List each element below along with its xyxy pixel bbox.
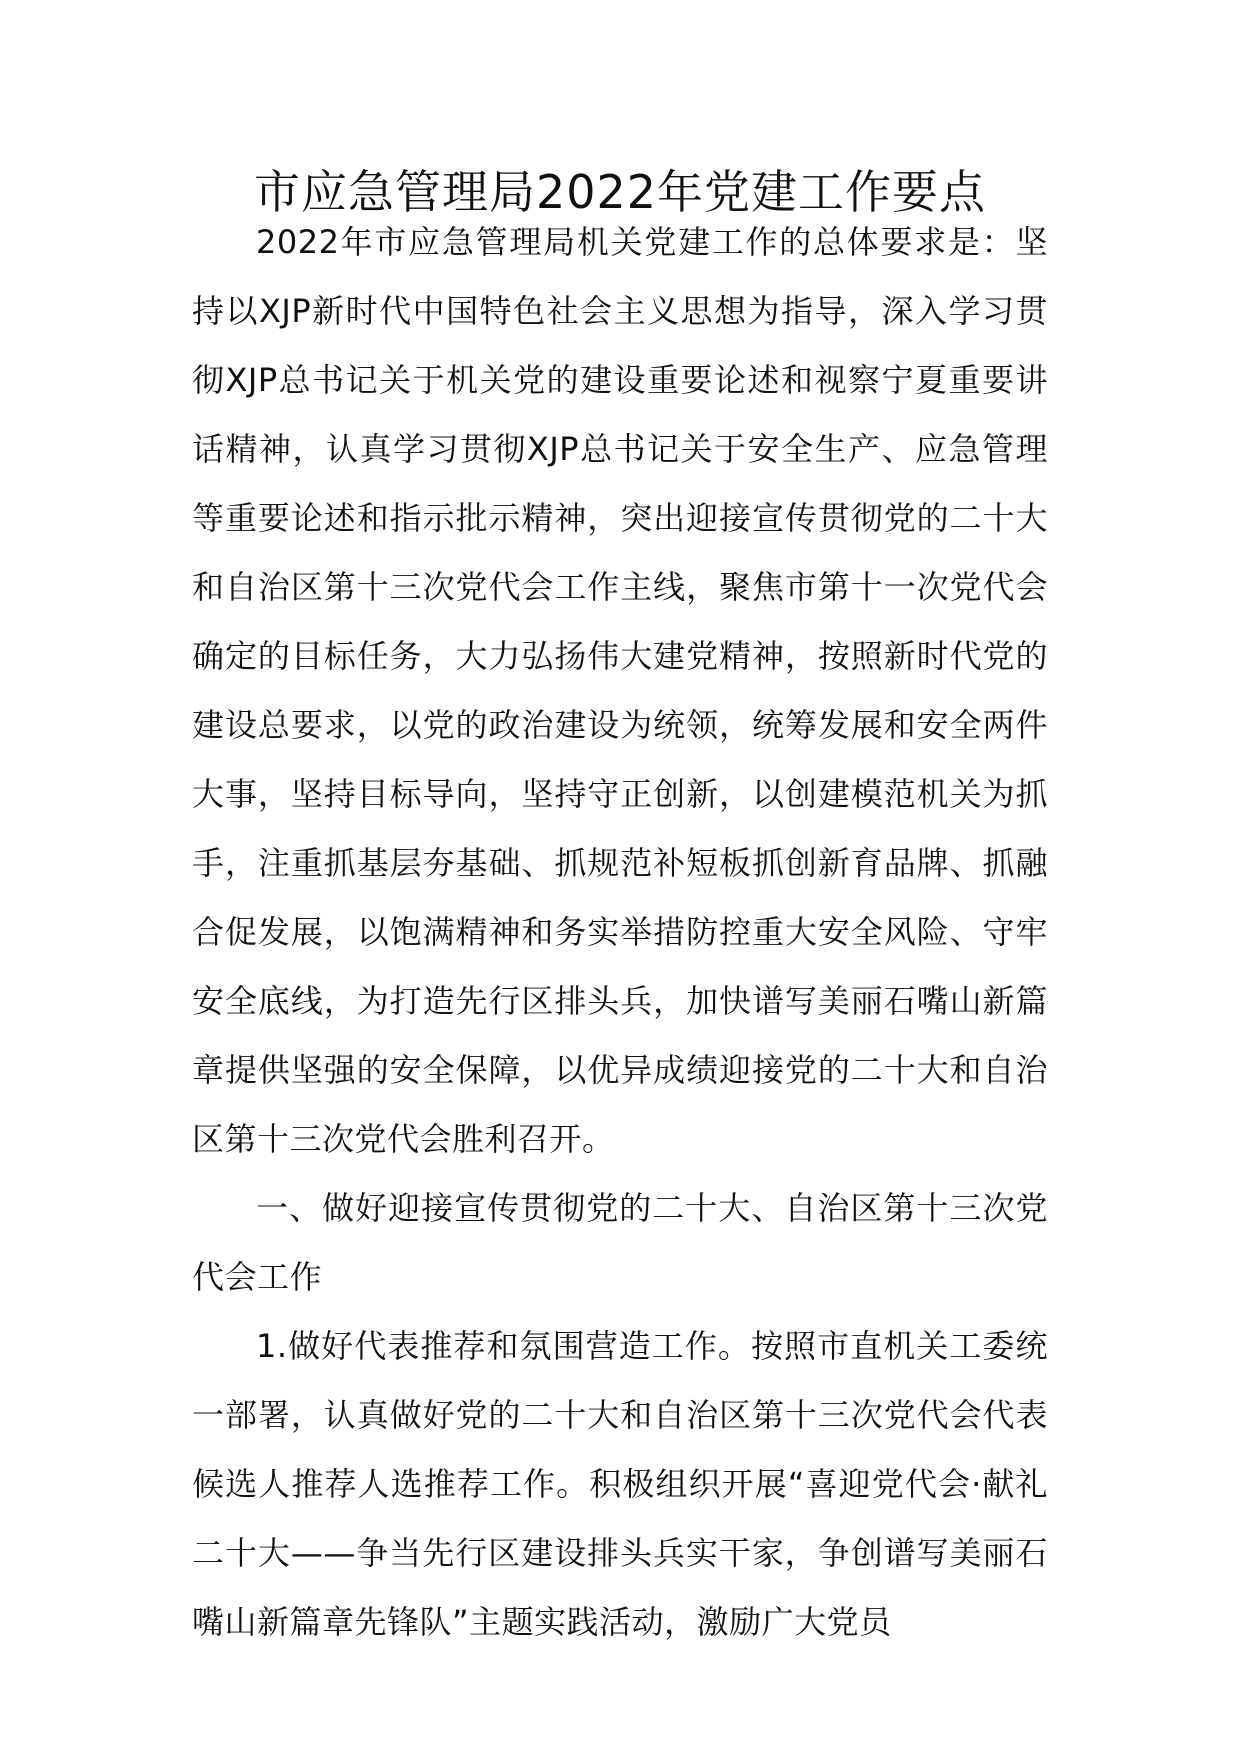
paragraph-general-requirements: 2022年市应急管理局机关党建工作的总体要求是：坚持以XJP新时代中国特色社会主义思想为指导，深入学习贯彻XJP总书记关于机关党的建设重要论述和视察宁夏重要讲话精神，认真学习贯彻XJP总书记关于安全生产、应急管理等重要论述和指示批示精神，突出迎接宣传贯彻党的二十大和自治区第十三次党代会工作主线，聚焦市第十一次党代会确定的目标任务，大力弘扬伟大建党精神，按照新时代党的建设总要求，以党的政治建设为统领，统筹发展和安全两件大事，坚持目标导向，坚持守正创新，以创建模范机关为抓手，注重抓基层夯基础、抓规范补短板抓创新育品牌、抓融合促发展，以饱满精神和务实举措防控重大安全风险、守牢安全底线，为打造先行区排头兵，加快谱写美丽石嘴山新篇章提供坚强的安全保障，以优异成绩迎接党的二十大和自治区第十三次党代会胜利召开。 — [192, 223, 1048, 1158]
document-title: 市应急管理局2022年党建工作要点 — [253, 165, 987, 219]
paragraph-item-1: 1.做好代表推荐和氛围营造工作。按照市直机关工委统一部署，认真做好党的二十大和自治区第十三次党代会代表候选人推荐人选推荐工作。积极组织开展“喜迎党代会·献礼二十大——争当先行区建设排头兵实干家，争创谱写美丽石嘴山新篇章先锋队”主题实践活动，激励广大党员 — [192, 1327, 1048, 1641]
document-body — [192, 208, 1048, 1657]
section-heading-1: 一、做好迎接宣传贯彻党的二十大、自治区第十三次党代会工作 — [192, 1189, 1048, 1296]
